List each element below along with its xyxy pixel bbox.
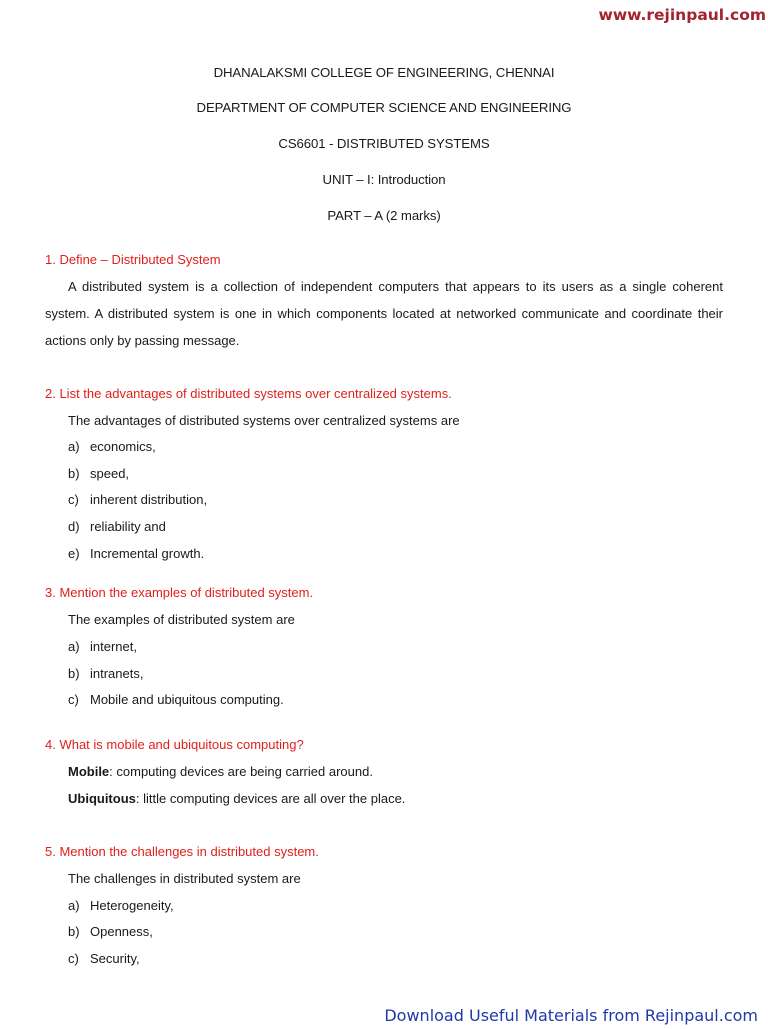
list-letter: b) bbox=[68, 466, 80, 481]
list-letter: a) bbox=[68, 639, 80, 654]
list-letter: c) bbox=[68, 951, 79, 966]
part-title: PART – A (2 marks) bbox=[327, 208, 441, 223]
unit-title: UNIT – I: Introduction bbox=[322, 172, 446, 187]
department-name: DEPARTMENT OF COMPUTER SCIENCE AND ENGINEERING bbox=[196, 100, 572, 115]
list-item bbox=[68, 945, 140, 972]
list-letter: c) bbox=[68, 692, 79, 707]
list-text: speed, bbox=[90, 466, 130, 481]
course-title: CS6601 - DISTRIBUTED SYSTEMS bbox=[278, 136, 490, 151]
list-text: intranets, bbox=[90, 666, 144, 681]
list-text: reliability and bbox=[90, 519, 166, 534]
watermark-bottom-link[interactable]: Download Useful Materials from Rejinpaul.com bbox=[384, 1006, 758, 1025]
list-letter: d) bbox=[68, 519, 80, 534]
list-letter: c) bbox=[68, 492, 79, 507]
list-text: inherent distribution, bbox=[90, 492, 208, 507]
list-letter: a) bbox=[68, 439, 80, 454]
list-text: Openness, bbox=[90, 924, 153, 939]
question-3-title: 3. Mention the examples of distributed system. bbox=[45, 585, 314, 600]
list-item bbox=[68, 660, 143, 687]
watermark-top-link[interactable]: www.rejinpaul.com bbox=[598, 6, 766, 24]
list-item bbox=[68, 918, 153, 945]
question-1-answer: A distributed system is a collection of independent computers that appears to its users as a single coherent system. A distributed system is one in which components located at networked communicate and coordinate their actions only by passing message. bbox=[45, 279, 723, 348]
mobile-term: Mobile bbox=[68, 764, 110, 779]
list-item bbox=[68, 433, 156, 460]
mobile-def-text: : computing devices are being carried around. bbox=[109, 764, 373, 779]
mobile-definition bbox=[68, 758, 373, 785]
list-text: economics, bbox=[90, 439, 156, 454]
question-3-intro: The examples of distributed system are bbox=[68, 612, 295, 627]
question-4-title: 4. What is mobile and ubiquitous computing? bbox=[45, 737, 304, 752]
ubiquitous-term: Ubiquitous bbox=[68, 791, 136, 806]
list-item bbox=[68, 892, 174, 919]
question-2-intro: The advantages of distributed systems over centralized systems are bbox=[68, 413, 460, 428]
list-item bbox=[68, 460, 129, 487]
question-5-title: 5. Mention the challenges in distributed system. bbox=[45, 844, 319, 859]
list-letter: a) bbox=[68, 898, 80, 913]
list-item bbox=[68, 513, 166, 540]
list-text: Security, bbox=[90, 951, 140, 966]
list-item bbox=[68, 633, 137, 660]
list-text: Mobile and ubiquitous computing. bbox=[90, 692, 284, 707]
college-name: DHANALAKSMI COLLEGE OF ENGINEERING, CHENNAI bbox=[213, 65, 555, 80]
list-item bbox=[68, 540, 204, 567]
list-letter: e) bbox=[68, 546, 80, 561]
ubiquitous-definition bbox=[68, 785, 405, 812]
list-text: internet, bbox=[90, 639, 137, 654]
list-letter: b) bbox=[68, 666, 80, 681]
ubiquitous-def-text: : little computing devices are all over the place. bbox=[135, 791, 406, 806]
question-1-title: 1. Define – Distributed System bbox=[45, 252, 221, 267]
list-item bbox=[68, 686, 284, 713]
question-2-title: 2. List the advantages of distributed systems over centralized systems. bbox=[45, 386, 452, 401]
list-text: Heterogeneity, bbox=[90, 898, 174, 913]
list-text: Incremental growth. bbox=[90, 546, 205, 561]
list-item bbox=[68, 486, 207, 513]
question-5-intro: The challenges in distributed system are bbox=[68, 871, 301, 886]
list-letter: b) bbox=[68, 924, 80, 939]
